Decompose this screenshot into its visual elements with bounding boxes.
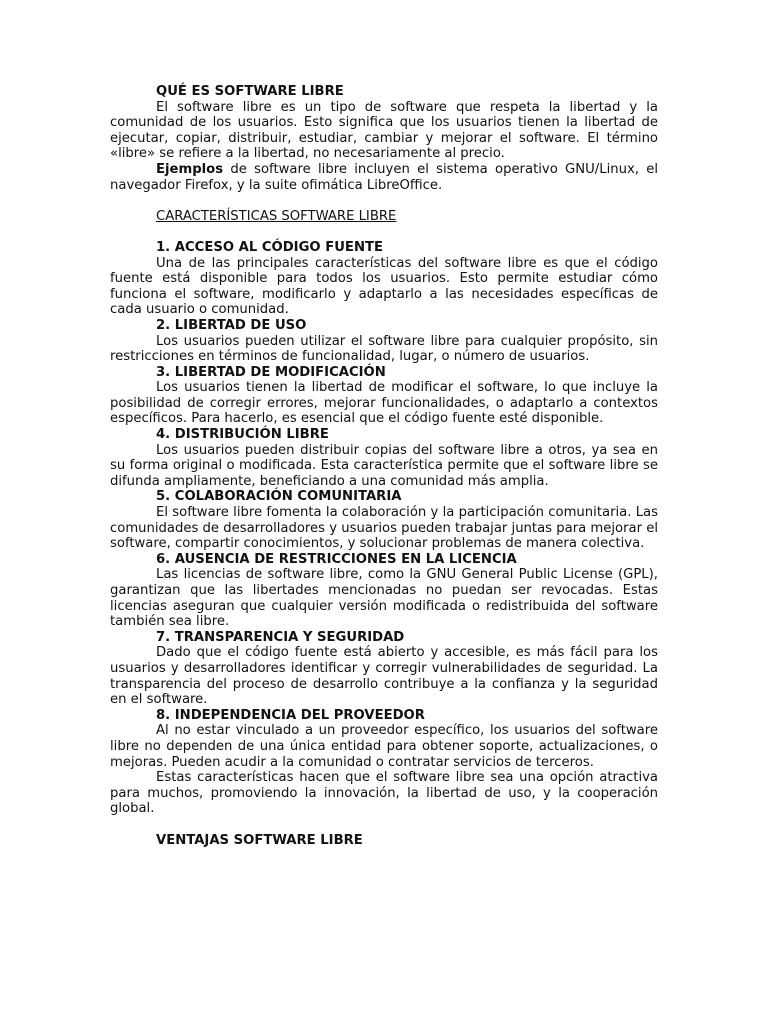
section-heading: 1. ACCESO AL CÓDIGO FUENTE [156,239,383,255]
section-heading: 3. LIBERTAD DE MODIFICACIÓN [156,364,386,380]
section-heading: 6. AUSENCIA DE RESTRICCIONES EN LA LICENCIA [156,551,517,567]
section-body: El software libre fomenta la colaboración y la participación comunitaria. Las comunidades de desarrolladores y usuarios pueden trabajar juntas para mejorar el software, compartir conocimientos, y solucionar problemas de manera colectiva. [110,505,658,552]
spacer [110,817,658,833]
examples-label: Ejemplos [156,161,224,177]
spacer [110,224,658,240]
conclusion-paragraph: Estas características hacen que el software libre sea una opción atractiva para muchos, promoviendo la innovación, la libertad de uso, y la cooperación global. [110,770,658,817]
section-body: Los usuarios pueden utilizar el software libre para cualquier propósito, sin restricciones en términos de funcionalidad, lugar, o número de usuarios. [110,333,658,365]
spacer [110,193,658,209]
section-body: Una de las principales características del software libre es que el código fuente está disponible para todos los usuarios. Esto permite estudiar cómo funciona el software, modificarlo y adaptarlo a las necesidades específicas de cada usuario o comunidad. [110,255,658,318]
section-body: Los usuarios tienen la libertad de modificar el software, lo que incluye la posibilidad de corregir errores, mejorar funcionalidades, o adaptarlo a contextos específicos. Para hacerlo, es esencial que el código fuente esté disponible. [110,380,658,427]
document-title: QUÉ ES SOFTWARE LIBRE [156,84,344,99]
section-body: Los usuarios pueden distribuir copias del software libre a otros, ya sea en su forma original o modificada. Esta característica permite que el software libre se difunda ampliamente, beneficiando a una comunidad más amplia. [110,442,658,489]
characteristics-title: CARACTERÍSTICAS SOFTWARE LIBRE [156,208,397,224]
section-heading: 4. DISTRIBUCIÓN LIBRE [156,427,329,443]
section-heading: 7. TRANSPARENCIA Y SEGURIDAD [156,629,405,645]
section-body: Dado que el código fuente está abierto y accesible, es más fácil para los usuarios y desarrolladores identificar y corregir vulnerabilidades de seguridad. La transparencia del proceso de desarrollo contribuye a la confianza y la seguridad en el software. [110,645,658,708]
section-body: Al no estar vinculado a un proveedor específico, los usuarios del software libre no dependen de una única entidad para obtener soporte, actualizaciones, o mejoras. Pueden acudir a la comunidad o contratar servicios de terceros. [110,723,658,770]
intro-paragraph: El software libre es un tipo de software que respeta la libertad y la comunidad de los usuarios. Esto significa que los usuarios tienen la libertad de ejecutar, copiar, distribuir, estudiar, cambiar y mejorar el software. El término «libre» se refiere a la libertad, no necesariamente al precio. [110,99,658,162]
advantages-title: VENTAJAS SOFTWARE LIBRE [156,832,363,848]
section-heading: 5. COLABORACIÓN COMUNITARIA [156,489,402,505]
examples-text: de software libre incluyen el sistema operativo GNU/Linux, el navegador Firefox, y la suite ofimática LibreOffice. [110,161,658,193]
section-heading: 8. INDEPENDENCIA DEL PROVEEDOR [156,707,425,723]
examples-paragraph [110,162,658,193]
section-heading: 2. LIBERTAD DE USO [156,317,307,333]
section-body: Las licencias de software libre, como la GNU General Public License (GPL), garantizan que las libertades mencionadas no puedan ser revocadas. Estas licencias aseguran que cualquier versión modificada o redistribuida del software también sea libre. [110,567,658,630]
